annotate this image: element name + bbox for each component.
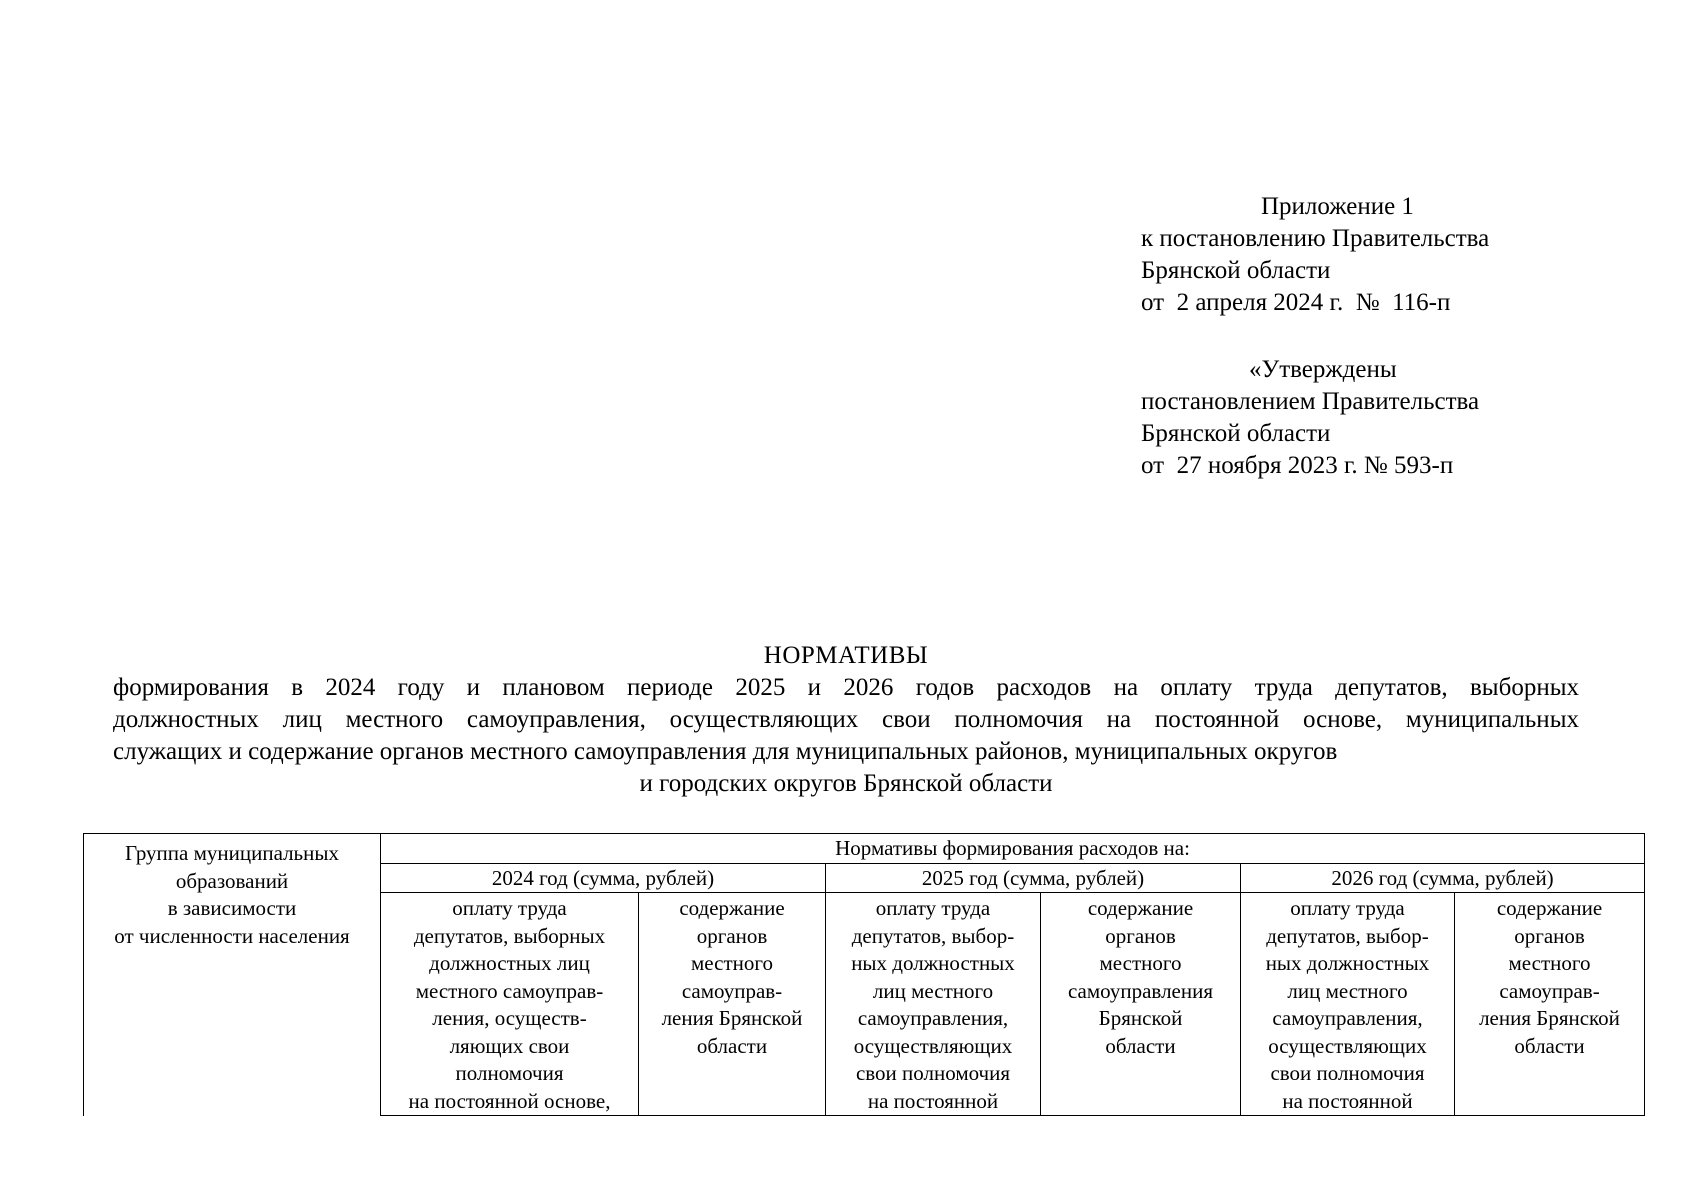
subheader-line: области — [1514, 1033, 1585, 1058]
subheader-line: осуществляющих — [853, 1033, 1013, 1058]
norms-table — [83, 833, 1645, 1116]
subheader-line: ления Брянской — [661, 1006, 803, 1030]
subheader-line: местного — [691, 951, 773, 975]
subheader-line: оплату труда — [875, 896, 991, 920]
subheader-line: ляющих свои — [449, 1033, 570, 1058]
subheader-line: ления Брянской — [1479, 1006, 1620, 1030]
subheader-line: должностных лиц — [429, 951, 590, 975]
subheader-line: органов — [696, 923, 768, 948]
document-subtitle — [113, 672, 1579, 800]
subheader-line: местного самоуправ- — [415, 978, 604, 1003]
year-header-2026: 2026 год (сумма, рублей) — [1241, 863, 1645, 893]
subheader-2024-upkeep — [639, 893, 826, 1116]
subheader-line: органов — [1514, 923, 1585, 948]
appendix-line: к постановлению Правительства — [1141, 225, 1490, 252]
appendix-block — [1141, 191, 1489, 319]
subheader-line: осуществляющих — [1268, 1033, 1427, 1058]
subheader-line: свои полномочия — [855, 1061, 1011, 1085]
approval-block — [1141, 354, 1479, 482]
subheader-line: области — [1105, 1033, 1176, 1058]
approval-line: от 27 ноября 2023 г. № 593-п — [1141, 452, 1454, 479]
norms-header-cell: Нормативы формирования расходов на: — [381, 834, 1645, 864]
subtitle-line: служащих и содержание органов местного самоуправления для муниципальных районов, муниципальных округов — [113, 738, 1338, 765]
subheader-line: содержание — [1496, 896, 1603, 920]
year-header-2025: 2025 год (сумма, рублей) — [826, 863, 1241, 893]
subheader-2026-wages — [1241, 893, 1455, 1116]
subheader-line: свои полномочия — [1270, 1061, 1425, 1085]
year-header-2024: 2024 год (сумма, рублей) — [381, 863, 826, 893]
appendix-line: Брянской области — [1141, 257, 1331, 284]
approval-line: Брянской области — [1141, 420, 1331, 447]
subheader-line: на постоянной основе, — [408, 1088, 611, 1113]
subheader-line: полномочия — [455, 1061, 564, 1085]
subheader-line: оплату труда — [452, 896, 567, 920]
group-header-cell — [84, 834, 381, 1116]
subheader-line: самоуправления — [1067, 978, 1214, 1003]
subheader-line: лиц местного — [1287, 978, 1408, 1003]
subheader-line: самоуправ- — [1499, 978, 1600, 1003]
subheader-line: самоуправления, — [857, 1006, 1009, 1030]
subheader-line: оплату труда — [1290, 896, 1405, 920]
appendix-title: Приложение 1 — [1261, 193, 1414, 220]
subheader-line: депутатов, выбор- — [851, 923, 1015, 948]
document-title: НОРМАТИВЫ — [763, 642, 929, 669]
subheader-line: на постоянной — [1282, 1088, 1413, 1113]
subheader-2024-wages — [381, 893, 639, 1116]
subheader-2025-upkeep — [1041, 893, 1241, 1116]
approval-line: постановлением Правительства — [1141, 388, 1480, 415]
subheader-line: Брянской — [1098, 1006, 1183, 1030]
subtitle-line: формирования в 2024 году и плановом периоде 2025 и 2026 годов расходов на оплату труда депутатов, выборных — [113, 674, 1579, 701]
subheader-2025-wages — [826, 893, 1041, 1116]
group-header-line: в зависимости — [167, 896, 297, 920]
approval-title: «Утверждены — [1249, 356, 1397, 383]
subheader-line: на постоянной — [867, 1088, 999, 1113]
subtitle-line: должностных лиц местного самоуправления, осуществляющих свои полномочия на постоянной основе, муниципальных — [113, 706, 1579, 733]
subheader-line: самоуправ- — [681, 978, 783, 1003]
subheader-line: лиц местного — [872, 978, 994, 1003]
subheader-line: области — [696, 1033, 768, 1058]
subheader-2026-upkeep — [1455, 893, 1645, 1116]
subheader-line: ления, осуществ- — [432, 1006, 587, 1030]
subheader-line: ных должностных — [1265, 951, 1430, 975]
subheader-line: самоуправления, — [1272, 1006, 1423, 1030]
group-header-line: Группа муниципальных — [125, 841, 339, 865]
subheader-line: местного — [1508, 951, 1591, 975]
subheader-line: местного — [1099, 951, 1182, 975]
appendix-line: от 2 апреля 2024 г. № 116-п — [1141, 289, 1451, 316]
group-header-line: от численности населения — [114, 923, 350, 948]
subheader-line: содержание — [679, 896, 785, 920]
subheader-line: ных должностных — [851, 951, 1015, 975]
subtitle-line: и городских округов Брянской области — [639, 770, 1053, 797]
document-heading — [113, 640, 1579, 800]
group-header-line: образований — [175, 868, 289, 893]
subheader-line: депутатов, выборных — [413, 923, 606, 948]
subheader-line: содержание — [1087, 896, 1194, 920]
subheader-line: органов — [1105, 923, 1176, 948]
subheader-line: депутатов, выбор- — [1266, 923, 1429, 948]
